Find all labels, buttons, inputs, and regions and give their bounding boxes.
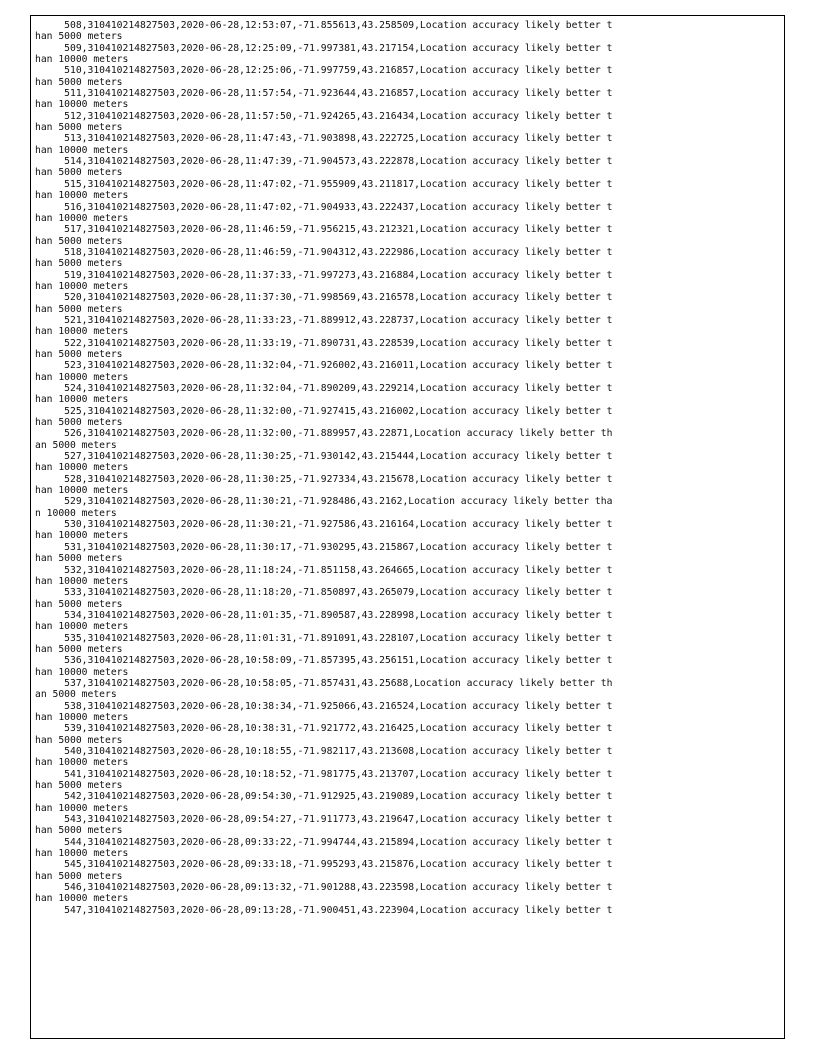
- log-record-line: 515,310410214827503,2020-06-28,11:47:02,-71.955909,43.211817,Location accuracy likely better t: [35, 178, 613, 190]
- log-record-line: 532,310410214827503,2020-06-28,11:18:24,-71.851158,43.264665,Location accuracy likely better t: [35, 564, 613, 576]
- log-record-continuation: han 10000 meters: [35, 893, 129, 905]
- log-record-continuation: han 10000 meters: [35, 371, 129, 383]
- log-record-line: 542,310410214827503,2020-06-28,09:54:30,-71.912925,43.219089,Location accuracy likely better t: [35, 791, 613, 803]
- log-record: [35, 292, 784, 315]
- log-record-continuation: han 10000 meters: [35, 757, 129, 769]
- location-log: [31, 16, 784, 916]
- log-record-line: 525,310410214827503,2020-06-28,11:32:00,-71.927415,43.216002,Location accuracy likely better t: [35, 405, 613, 417]
- log-record-continuation: han 5000 meters: [35, 31, 123, 43]
- log-record: [35, 156, 784, 179]
- document-frame: [30, 15, 785, 1039]
- log-record-continuation: han 10000 meters: [35, 621, 129, 633]
- log-record: [35, 270, 784, 293]
- log-record-line: 546,310410214827503,2020-06-28,09:13:32,-71.901288,43.223598,Location accuracy likely better t: [35, 882, 613, 894]
- log-record-continuation: han 5000 meters: [35, 417, 123, 429]
- log-record-continuation: an 5000 meters: [35, 439, 117, 451]
- log-record: [35, 88, 784, 111]
- log-record-continuation: han 10000 meters: [35, 144, 129, 156]
- log-record: [35, 20, 784, 43]
- log-record: [35, 905, 784, 916]
- log-record: [35, 633, 784, 656]
- log-record-line: 519,310410214827503,2020-06-28,11:37:33,-71.997273,43.216884,Location accuracy likely better t: [35, 269, 613, 281]
- log-record: [35, 202, 784, 225]
- log-record: [35, 769, 784, 792]
- log-record: [35, 723, 784, 746]
- log-record: [35, 837, 784, 860]
- log-record-line: 545,310410214827503,2020-06-28,09:33:18,-71.995293,43.215876,Location accuracy likely better t: [35, 859, 613, 871]
- log-record-continuation: han 10000 meters: [35, 802, 129, 814]
- log-record-continuation: han 10000 meters: [35, 530, 129, 542]
- log-record-continuation: han 5000 meters: [35, 825, 123, 837]
- log-record-line: 541,310410214827503,2020-06-28,10:18:52,-71.981775,43.213707,Location accuracy likely better t: [35, 768, 613, 780]
- log-record: [35, 474, 784, 497]
- log-record: [35, 496, 784, 519]
- log-record-continuation: han 5000 meters: [35, 870, 123, 882]
- log-record: [35, 338, 784, 361]
- log-record-continuation: han 10000 meters: [35, 280, 129, 292]
- log-record-line: 540,310410214827503,2020-06-28,10:18:55,-71.982117,43.213608,Location accuracy likely better t: [35, 746, 613, 757]
- log-record-continuation: han 10000 meters: [35, 190, 129, 202]
- log-record-continuation: han 10000 meters: [35, 326, 129, 338]
- log-record: [35, 360, 784, 383]
- log-record-line: 508,310410214827503,2020-06-28,12:53:07,-71.855613,43.258509,Location accuracy likely better t: [35, 20, 613, 31]
- log-record: [35, 701, 784, 724]
- log-record-continuation: han 10000 meters: [35, 212, 129, 224]
- log-record-line: 522,310410214827503,2020-06-28,11:33:19,-71.890731,43.228539,Location accuracy likely better t: [35, 337, 613, 349]
- log-record: [35, 791, 784, 814]
- log-record-line: 528,310410214827503,2020-06-28,11:30:25,-71.927334,43.215678,Location accuracy likely better t: [35, 473, 613, 485]
- log-record-continuation: han 5000 meters: [35, 258, 123, 270]
- log-record: [35, 814, 784, 837]
- log-record-continuation: han 5000 meters: [35, 167, 123, 179]
- log-record: [35, 678, 784, 701]
- log-record-line: 538,310410214827503,2020-06-28,10:38:34,-71.925066,43.216524,Location accuracy likely better t: [35, 700, 613, 712]
- log-record-line: 529,310410214827503,2020-06-28,11:30:21,-71.928486,43.2162,Location accuracy likely better tha: [35, 496, 613, 508]
- log-record-continuation: han 5000 meters: [35, 122, 123, 134]
- log-record-line: 511,310410214827503,2020-06-28,11:57:54,-71.923644,43.216857,Location accuracy likely better t: [35, 88, 613, 100]
- log-record-line: 536,310410214827503,2020-06-28,10:58:09,-71.857395,43.256151,Location accuracy likely better t: [35, 655, 613, 667]
- log-record-line: 534,310410214827503,2020-06-28,11:01:35,-71.890587,43.228998,Location accuracy likely better t: [35, 609, 613, 621]
- log-record: [35, 428, 784, 451]
- log-record-continuation: han 10000 meters: [35, 485, 129, 497]
- log-record-continuation: han 10000 meters: [35, 711, 129, 723]
- log-record: [35, 133, 784, 156]
- log-record-line: 537,310410214827503,2020-06-28,10:58:05,-71.857431,43.25688,Location accuracy likely better th: [35, 677, 613, 689]
- log-record-line: 516,310410214827503,2020-06-28,11:47:02,-71.904933,43.222437,Location accuracy likely better t: [35, 201, 613, 213]
- log-record-continuation: han 5000 meters: [35, 235, 123, 247]
- log-record: [35, 315, 784, 338]
- log-record-line: 530,310410214827503,2020-06-28,11:30:21,-71.927586,43.216164,Location accuracy likely better t: [35, 519, 613, 531]
- log-record-continuation: han 5000 meters: [35, 348, 123, 360]
- log-record: [35, 247, 784, 270]
- log-record-line: 517,310410214827503,2020-06-28,11:46:59,-71.956215,43.212321,Location accuracy likely better t: [35, 224, 613, 236]
- log-record: [35, 383, 784, 406]
- log-record-continuation: han 10000 meters: [35, 666, 129, 678]
- log-record: [35, 882, 784, 905]
- log-record: [35, 519, 784, 542]
- log-record-line: 527,310410214827503,2020-06-28,11:30:25,-71.930142,43.215444,Location accuracy likely better t: [35, 451, 613, 463]
- log-record: [35, 565, 784, 588]
- log-record-continuation: han 10000 meters: [35, 462, 129, 474]
- log-record-line: 509,310410214827503,2020-06-28,12:25:09,-71.997381,43.217154,Location accuracy likely better t: [35, 42, 613, 54]
- log-record-continuation: han 10000 meters: [35, 54, 129, 66]
- log-record: [35, 224, 784, 247]
- log-record: [35, 406, 784, 429]
- log-record-line: 513,310410214827503,2020-06-28,11:47:43,-71.903898,43.222725,Location accuracy likely better t: [35, 133, 613, 145]
- log-record-continuation: han 5000 meters: [35, 76, 123, 88]
- log-record-continuation: han 5000 meters: [35, 643, 123, 655]
- log-record-continuation: han 10000 meters: [35, 575, 129, 587]
- log-record: [35, 859, 784, 882]
- log-record-line: 543,310410214827503,2020-06-28,09:54:27,-71.911773,43.219647,Location accuracy likely better t: [35, 814, 613, 826]
- log-record: [35, 451, 784, 474]
- log-record-line: 523,310410214827503,2020-06-28,11:32:04,-71.926002,43.216011,Location accuracy likely better t: [35, 360, 613, 372]
- log-record: [35, 587, 784, 610]
- log-record: [35, 43, 784, 66]
- log-record-continuation: han 5000 meters: [35, 303, 123, 315]
- log-record: [35, 746, 784, 769]
- log-record-continuation: han 10000 meters: [35, 394, 129, 406]
- log-record-line: 539,310410214827503,2020-06-28,10:38:31,-71.921772,43.216425,Location accuracy likely better t: [35, 723, 613, 735]
- log-record-line: 518,310410214827503,2020-06-28,11:46:59,-71.904312,43.222986,Location accuracy likely better t: [35, 246, 613, 258]
- log-record-continuation: han 10000 meters: [35, 99, 129, 111]
- log-record: [35, 111, 784, 134]
- log-record-continuation: han 5000 meters: [35, 780, 123, 792]
- log-record-continuation: han 5000 meters: [35, 553, 123, 565]
- log-record-line: 521,310410214827503,2020-06-28,11:33:23,-71.889912,43.228737,Location accuracy likely better t: [35, 314, 613, 326]
- log-record-continuation: an 5000 meters: [35, 689, 117, 701]
- log-record-line: 533,310410214827503,2020-06-28,11:18:20,-71.850897,43.265079,Location accuracy likely better t: [35, 587, 613, 599]
- log-record-line: 531,310410214827503,2020-06-28,11:30:17,-71.930295,43.215867,Location accuracy likely better t: [35, 541, 613, 553]
- log-record-continuation: han 5000 meters: [35, 734, 123, 746]
- log-record-line: 524,310410214827503,2020-06-28,11:32:04,-71.890209,43.229214,Location accuracy likely better t: [35, 383, 613, 394]
- log-record-line: 535,310410214827503,2020-06-28,11:01:31,-71.891091,43.228107,Location accuracy likely better t: [35, 632, 613, 644]
- log-record-line: 514,310410214827503,2020-06-28,11:47:39,-71.904573,43.222878,Location accuracy likely better t: [35, 156, 613, 168]
- log-record-line: 526,310410214827503,2020-06-28,11:32:00,-71.889957,43.22871,Location accuracy likely better th: [35, 428, 613, 440]
- log-record: [35, 65, 784, 88]
- log-record-line: 520,310410214827503,2020-06-28,11:37:30,-71.998569,43.216578,Location accuracy likely better t: [35, 292, 613, 304]
- log-record-continuation: han 10000 meters: [35, 848, 129, 860]
- log-record-line: 510,310410214827503,2020-06-28,12:25:06,-71.997759,43.216857,Location accuracy likely better t: [35, 65, 613, 77]
- log-record: [35, 655, 784, 678]
- log-record-line: 544,310410214827503,2020-06-28,09:33:22,-71.994744,43.215894,Location accuracy likely better t: [35, 836, 613, 848]
- log-record: [35, 542, 784, 565]
- log-record-line: 547,310410214827503,2020-06-28,09:13:28,-71.900451,43.223904,Location accuracy likely better t: [35, 904, 613, 916]
- log-record: [35, 179, 784, 202]
- log-record-line: 512,310410214827503,2020-06-28,11:57:50,-71.924265,43.216434,Location accuracy likely better t: [35, 110, 613, 122]
- log-record-continuation: han 5000 meters: [35, 598, 123, 610]
- log-record: [35, 610, 784, 633]
- log-record-continuation: n 10000 meters: [35, 507, 117, 519]
